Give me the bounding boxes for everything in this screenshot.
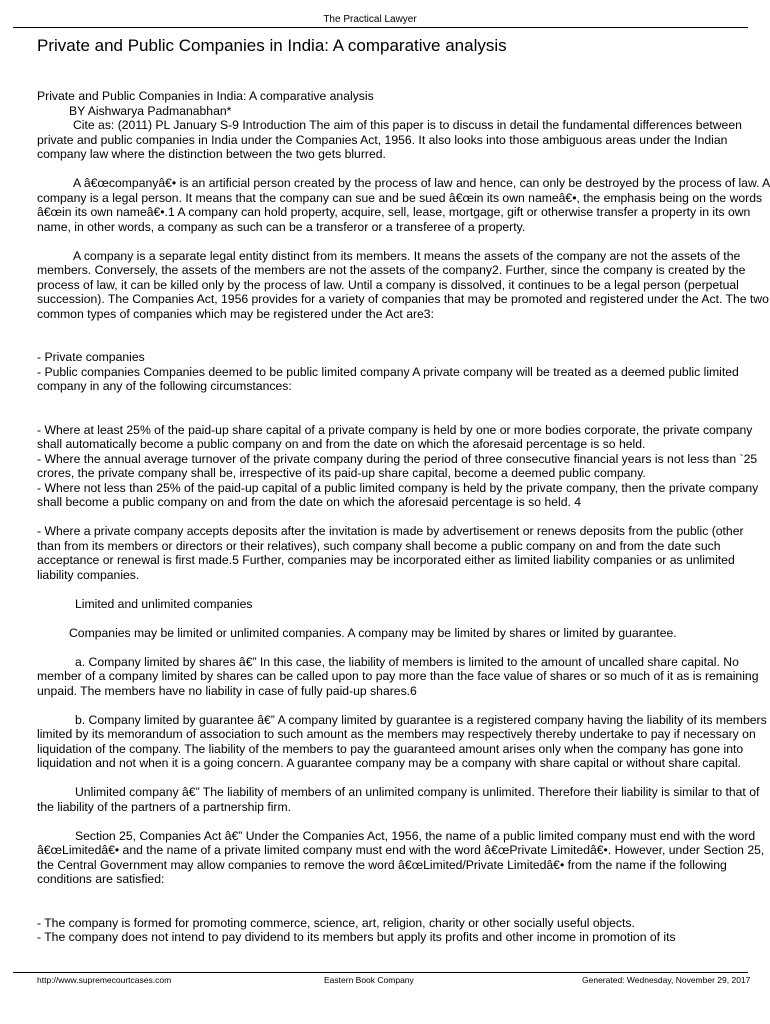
article-subtitle: Private and Public Companies in India: A comparative analysis: [37, 89, 374, 103]
footer-url: http://www.supremecourtcases.com: [37, 975, 172, 985]
unlimited-company-paragraph: Unlimited company â€” The liability of members of an unlimited company is unlimited. Therefore their liability is similar to that of the liability of the partners of a partnership firm.: [37, 785, 760, 814]
limited-by-guarantee-paragraph: b. Company limited by guarantee â€” A company limited by guarantee is a registered company having the liability of its members limited by its memorandum of association to such amount as the members may respectively thereby undertake to pay if necessary on liquidation of the company. The liability of the members to pay the guaranteed amount arises only when the company has gone into liquidation and not when it is a going concern. A guarantee company may be a company with share capital or without share capital.: [37, 712, 767, 770]
article-body: [37, 89, 770, 972]
running-title: The Practical Lawyer: [323, 14, 417, 25]
footer-generated-date: Generated: Wednesday, November 29, 2017: [582, 975, 751, 985]
condition-item-1: - Where at least 25% of the paid-up share capital of a private company is held by one or more bodies corporate, the private company shall automatically become a public company on and from the date on which the aforesaid percentage is so held.: [37, 422, 753, 451]
company-definition-paragraph: A â€œcompanyâ€• is an artificial person created by the process of law and hence, can only be destroyed by the process of law. A company is a legal person. It means that the company can sue and be sued â€œin its own nameâ€•, the emphasis being on the words â€œin its own nameâ€•.1 A company can hold property, acquire, sell, lease, mortgage, gift or otherwise transfer a property in its own name, in other words, a company as such can be a transferor or a transferee of a property.: [37, 176, 770, 234]
list-item-public-companies: - Public companies Companies deemed to be public limited company A private company will be treated as a deemed public limited company in any of the following circumstances:: [37, 364, 739, 393]
section-25-condition-2: - The company does not intend to pay dividend to its members but apply its profits and other income in promotion of its: [37, 930, 676, 944]
byline: BY Aishwarya Padmanabhan*: [69, 103, 232, 118]
header-rule: [13, 27, 748, 28]
separate-entity-paragraph: A company is a separate legal entity distinct from its members. It means the assets of the company are not the assets of the members. Conversely, the assets of the members are not the assets of the company2. Further, since the company is created by the process of law, it can be killed only by the process of law. Until a company is dissolved, it continues to be a legal person (perpetual succession). The Companies Act, 1956 provides for a variety of companies that may be promoted and registered under the Act. The two common types of companies which may be registered under the Act are3:: [37, 248, 769, 321]
footer-publisher: Eastern Book Company: [324, 975, 414, 985]
page-title: Private and Public Companies in India: A comparative analysis: [37, 36, 507, 55]
condition-item-3: - Where not less than 25% of the paid-up capital of a public limited company is held by the private company, then the private company shall become a public company on and from the date on which the aforesaid percentage is so held. 4: [37, 480, 759, 509]
list-item-private-companies: - Private companies: [37, 350, 145, 364]
section-25-condition-1: - The company is formed for promoting commerce, science, art, religion, charity or other socially useful objects.: [37, 915, 635, 930]
intro-paragraph: Cite as: (2011) PL January S-9 Introduction The aim of this paper is to discuss in detail the fundamental differences between private and public companies in India under the Companies Act, 1956. It also looks into those ambiguous areas under the Indian company law where the distinction between the two gets blurred.: [37, 118, 742, 161]
limited-by-shares-paragraph: a. Company limited by shares â€” In this case, the liability of members is limited to the amount of uncalled share capital. No member of a company limited by shares can be called upon to pay more than the face value of shares or so much of it as is remaining unpaid. The members have no liability in case of fully paid-up shares.6: [37, 654, 759, 698]
footer-rule: [13, 972, 748, 973]
condition-item-2: - Where the annual average turnover of the private company during the period of three consecutive financial years is not less than `25 crores, the private company shall be, irrespective of its paid-up share capital, become a deemed public company.: [37, 451, 758, 480]
condition-item-4: - Where a private company accepts deposits after the invitation is made by advertisement or renews deposits from the public (other than from its members or directors or their relatives), such company shall become a public company on and from the date such acceptance or renewal is first made.5 Further, companies may be incorporated either as limited liability companies or as unlimited liability companies.: [37, 524, 744, 582]
section-25-paragraph: Section 25, Companies Act â€” Under the Companies Act, 1956, the name of a public limited company must end with the word â€œLimitedâ€• and the name of a private limited company must end with the word â€œPrivate Limitedâ€•. However, under Section 25, the Central Government may allow companies to remove the word â€œLimited/Private Limitedâ€• from the name if the following conditions are satisfied:: [37, 828, 765, 886]
limited-paragraph: Companies may be limited or unlimited companies. A company may be limited by shares or limited by guarantee.: [69, 625, 677, 640]
section-heading-limited: Limited and unlimited companies: [75, 596, 253, 611]
